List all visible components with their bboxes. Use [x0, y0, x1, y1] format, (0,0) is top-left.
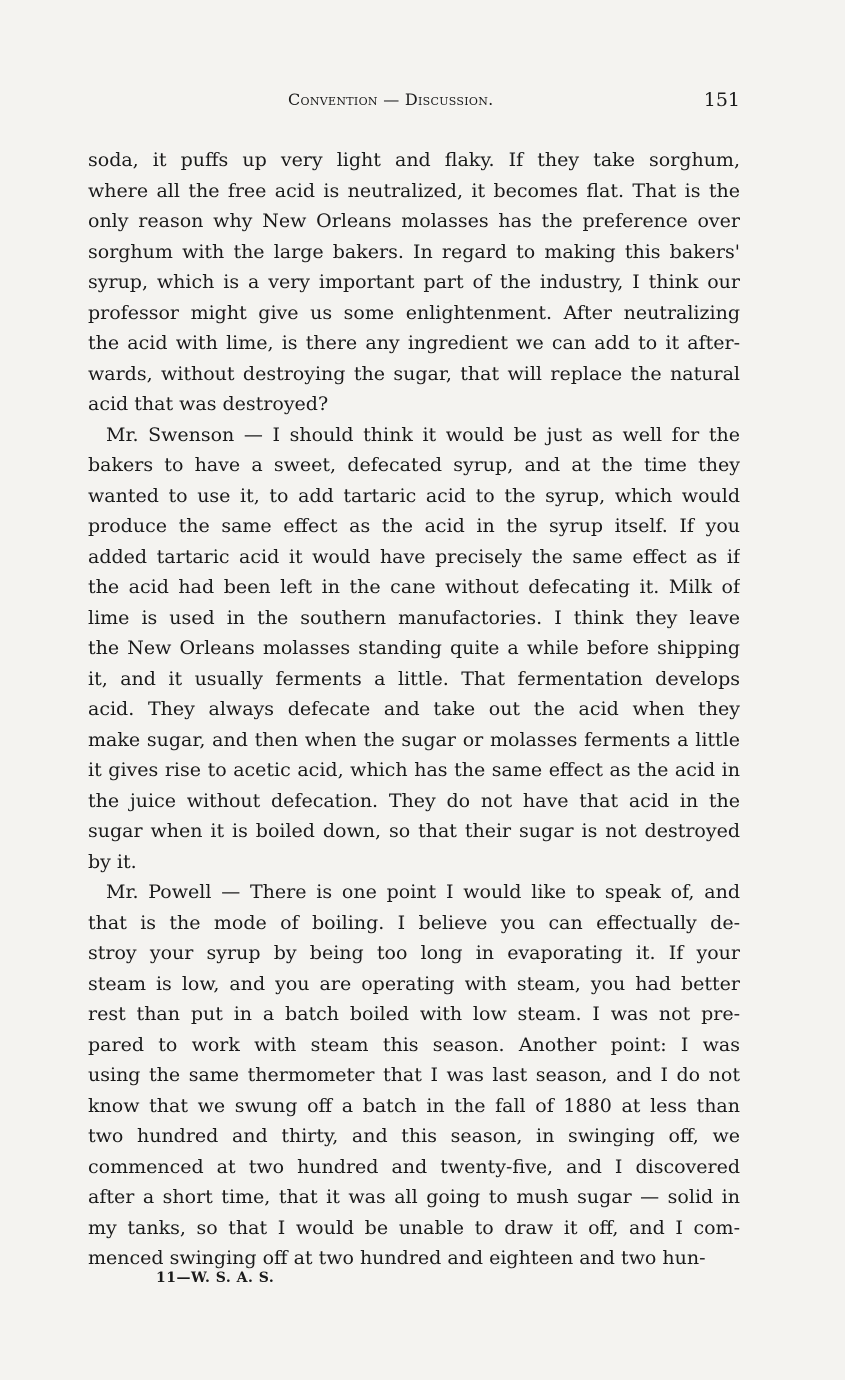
body-text: [88, 145, 740, 1274]
text-line: wanted to use it, to add tartaric acid to the syrup, which would: [88, 484, 740, 507]
text-line: steam is low, and you are operating with steam, you had better: [88, 972, 740, 995]
text-line: wards, without destroying the sugar, that will replace the natural: [88, 362, 740, 385]
text-line: acid that was destroyed?: [88, 393, 329, 415]
text-line: make sugar, and then when the sugar or molasses ferments a little: [88, 728, 740, 751]
text-line: added tartaric acid it would have precisely the same effect as if: [88, 545, 740, 568]
text-line: sugar when it is boiled down, so that their sugar is not destroyed: [88, 820, 740, 842]
text-line: where all the free acid is neutralized, it becomes flat. That is the: [88, 179, 740, 202]
text-line: lime is used in the southern manufactories. I think they leave: [88, 606, 740, 629]
text-line: by it.: [88, 850, 137, 873]
text-line: it gives rise to acetic acid, which has the same effect as the acid in: [88, 759, 740, 781]
text-line: soda, it puffs up very light and flaky. If they take sorghum,: [88, 149, 740, 171]
text-line: it, and it usually ferments a little. That fermentation develops: [88, 667, 740, 690]
text-line: after a short time, that it was all going to mush sugar — solid in: [88, 1186, 740, 1208]
text-line: the acid had been left in the cane without defecating it. Milk of: [88, 576, 740, 598]
text-line: sorghum with the large bakers. In regard to making this bakers': [88, 240, 740, 263]
text-line: that is the mode of boiling. I believe you can effectually de-: [88, 911, 740, 934]
text-line: professor might give us some enlightenment. After neutralizing: [88, 301, 740, 324]
text-line: commenced at two hundred and twenty-five, and I discovered: [88, 1155, 740, 1178]
text-line: produce the same effect as the acid in the syrup itself. If you: [88, 515, 740, 537]
text-line: Mr. Powell — There is one point I would like to speak of, and: [106, 881, 740, 903]
text-line: only reason why New Orleans molasses has the preference over: [88, 210, 740, 232]
text-line: pared to work with steam this season. Another point: I was: [88, 1033, 740, 1056]
text-line: syrup, which is a very important part of the industry, I think our: [88, 271, 740, 293]
text-line: the New Orleans molasses standing quite a while before shipping: [88, 637, 740, 659]
text-line: the juice without defecation. They do not have that acid in the: [88, 789, 740, 812]
signature-mark: 11—W. S. A. S.: [156, 1270, 275, 1286]
text-line: my tanks, so that I would be unable to draw it off, and I com-: [88, 1216, 740, 1239]
text-line: Mr. Swenson — I should think it would be just as well for the: [106, 423, 740, 446]
paragraph: [88, 877, 740, 1274]
running-title: Convention — Discussion.: [288, 90, 494, 109]
text-line: acid. They always defecate and take out the acid when they: [88, 698, 740, 720]
text-line: using the same thermometer that I was last season, and I do not: [88, 1064, 740, 1086]
page-number: 151: [703, 89, 740, 111]
running-header: [88, 90, 740, 116]
text-line: know that we swung off a batch in the fall of 1880 at less than: [88, 1094, 740, 1117]
text-line: rest than put in a batch boiled with low steam. I was not pre-: [88, 1003, 740, 1025]
text-line: stroy your syrup by being too long in evaporating it. If your: [88, 942, 740, 964]
text-line: menced swinging off at two hundred and eighteen and two hun-: [88, 1247, 706, 1269]
text-line: the acid with lime, is there any ingredient we can add to it after-: [88, 332, 740, 354]
paragraph: [88, 420, 740, 878]
text-line: bakers to have a sweet, defecated syrup, and at the time they: [88, 454, 740, 476]
paragraph: [88, 145, 740, 420]
text-line: two hundred and thirty, and this season, in swinging off, we: [88, 1125, 740, 1147]
